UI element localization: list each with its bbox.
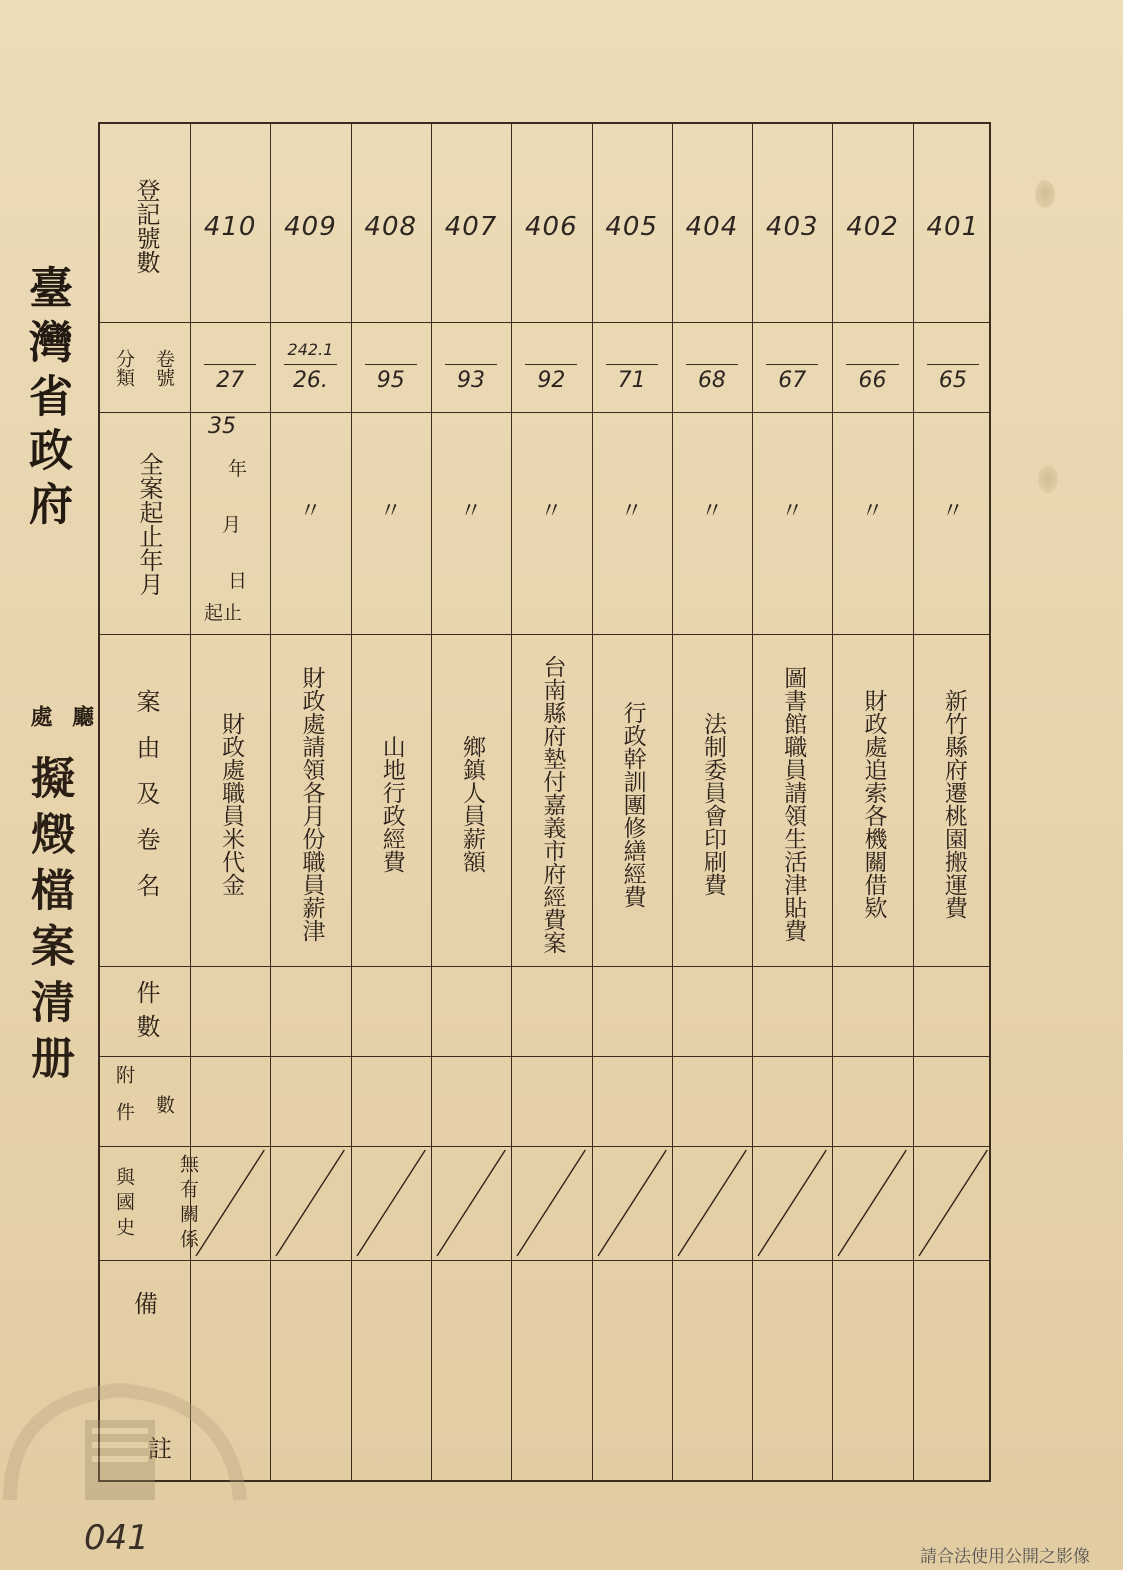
column-divider <box>431 124 432 1480</box>
date-label-day: 日 <box>228 570 248 592</box>
column-divider <box>672 124 673 1480</box>
strike-slash-line <box>678 1150 746 1256</box>
reg-number: 406 <box>525 212 578 242</box>
strike-slash <box>270 1146 350 1260</box>
punch-hole <box>1035 180 1055 208</box>
row-divider <box>100 966 989 967</box>
header-date-range: 全案起止年月 <box>135 452 163 596</box>
vol-number: 66 <box>858 368 887 393</box>
reg-number: 409 <box>284 212 337 242</box>
vol-number: 92 <box>537 368 566 393</box>
strike-slash <box>592 1146 672 1260</box>
column-divider <box>270 124 271 1480</box>
office-label-left: 處 <box>27 705 53 729</box>
date-label-year: 年 <box>228 458 248 480</box>
strike-slash <box>832 1146 912 1260</box>
vol-number: 65 <box>938 368 967 393</box>
strike-slash <box>913 1146 993 1260</box>
date-ditto-mark: 〃 <box>299 499 322 524</box>
date-ditto-mark: 〃 <box>861 499 884 524</box>
strike-slash-line <box>276 1150 344 1256</box>
row-divider <box>100 634 989 635</box>
register-title: 擬燬檔案清册 <box>23 755 74 1091</box>
reg-number: 408 <box>364 212 418 242</box>
column-divider <box>752 124 753 1480</box>
register-table <box>98 122 991 1482</box>
archive-watermark-logo <box>0 1380 250 1510</box>
reg-number: 410 <box>203 212 257 242</box>
reg-number: 401 <box>926 212 980 242</box>
date-label-start-end: 起止 <box>204 602 243 624</box>
strike-slash-line <box>598 1150 666 1256</box>
vol-separator <box>846 364 898 365</box>
header-remarks-bottom: 註 <box>148 1435 172 1463</box>
subject-title: 鄉鎮人員薪額 <box>459 735 486 873</box>
strike-slash <box>511 1146 591 1260</box>
vol-number: 95 <box>376 368 405 393</box>
date-ditto-mark: 〃 <box>941 499 964 524</box>
subject-title: 法制委員會印刷費 <box>699 712 726 896</box>
date-ditto-mark: 〃 <box>379 499 402 524</box>
date-label-month: 月 <box>222 514 242 536</box>
strike-slash <box>672 1146 752 1260</box>
page-number: 041 <box>84 1518 149 1558</box>
date-ditto-mark: 〃 <box>781 499 804 524</box>
row-divider <box>100 1260 989 1261</box>
strike-slash-line <box>357 1150 425 1256</box>
header-count: 件數 <box>132 980 160 1048</box>
reg-number: 403 <box>765 212 819 242</box>
vol-separator <box>927 364 979 365</box>
vol-number: 68 <box>697 368 726 393</box>
date-ditto-mark: 〃 <box>620 499 643 524</box>
vol-number: 93 <box>457 368 486 393</box>
vol-number: 26. <box>292 368 328 393</box>
strike-slash-line <box>919 1150 987 1256</box>
column-divider <box>511 124 512 1480</box>
subject-title: 財政處職員米代金 <box>218 712 245 896</box>
header-remarks-top: 備 <box>134 1290 158 1318</box>
vol-separator <box>284 364 336 365</box>
office-label-right: 廳 <box>68 705 95 729</box>
reg-number: 404 <box>685 212 739 242</box>
row-divider <box>100 412 989 413</box>
vol-separator <box>766 364 818 365</box>
strike-slash-line <box>838 1150 906 1256</box>
vol-class-number: 242.1 <box>287 340 334 359</box>
date-label-year-value: 35 <box>208 414 236 439</box>
column-divider <box>913 124 914 1480</box>
column-divider <box>832 124 833 1480</box>
strike-slash-line <box>517 1150 585 1256</box>
header-subject: 案由及卷名 <box>132 689 160 919</box>
reg-number: 405 <box>605 212 658 242</box>
strike-slash-line <box>437 1150 505 1256</box>
header-attachments: 附件 <box>113 1065 135 1139</box>
strike-slash-line <box>196 1150 264 1256</box>
vol-number: 71 <box>617 368 646 393</box>
subject-title: 新竹縣府遷桃園搬運費 <box>940 689 967 919</box>
header-vol-class: 分類 <box>113 349 135 387</box>
subject-title: 台南縣府墊付嘉義市府經費案 <box>539 654 566 954</box>
subject-title: 財政處請領各月份職員薪津 <box>298 666 325 942</box>
strike-slash <box>431 1146 511 1260</box>
government-title: 臺灣省政府 <box>21 265 72 535</box>
reg-number: 402 <box>846 212 899 242</box>
header-attachments-count: 數 <box>153 1094 175 1114</box>
vol-number: 27 <box>216 368 245 393</box>
reg-number: 407 <box>444 212 498 242</box>
strike-slash <box>752 1146 832 1260</box>
vol-separator <box>686 364 738 365</box>
vol-separator <box>606 364 658 365</box>
column-divider <box>190 124 191 1480</box>
office-label <box>26 705 96 736</box>
vol-separator <box>365 364 417 365</box>
punch-hole <box>1038 465 1058 493</box>
column-divider <box>351 124 352 1480</box>
header-reg-no: 登記號數 <box>132 178 160 274</box>
header-vol-no: 卷號 <box>153 349 175 387</box>
vol-separator <box>525 364 577 365</box>
row-divider <box>100 1056 989 1057</box>
vol-separator <box>445 364 497 365</box>
subject-title: 山地行政經費 <box>378 735 405 873</box>
date-ditto-mark: 〃 <box>700 499 723 524</box>
strike-slash-line <box>758 1150 826 1256</box>
column-divider <box>592 124 593 1480</box>
vol-separator <box>204 364 256 365</box>
date-ditto-mark: 〃 <box>540 499 563 524</box>
footer-notice: 請合法使用公開之影像 <box>920 1547 1090 1567</box>
vol-number: 67 <box>778 368 807 393</box>
row-divider <box>100 322 989 323</box>
subject-title: 行政幹訓團修繕經費 <box>619 700 646 908</box>
strike-slash <box>351 1146 431 1260</box>
subject-title: 財政處追索各機關借欵 <box>860 689 887 919</box>
date-ditto-mark: 〃 <box>460 499 483 524</box>
strike-slash <box>190 1146 270 1260</box>
subject-title: 圖書館職員請領生活津貼費 <box>780 666 807 942</box>
header-history-relation-b: 無有關係 <box>177 1154 199 1254</box>
header-history-relation: 與國史 <box>113 1166 135 1242</box>
